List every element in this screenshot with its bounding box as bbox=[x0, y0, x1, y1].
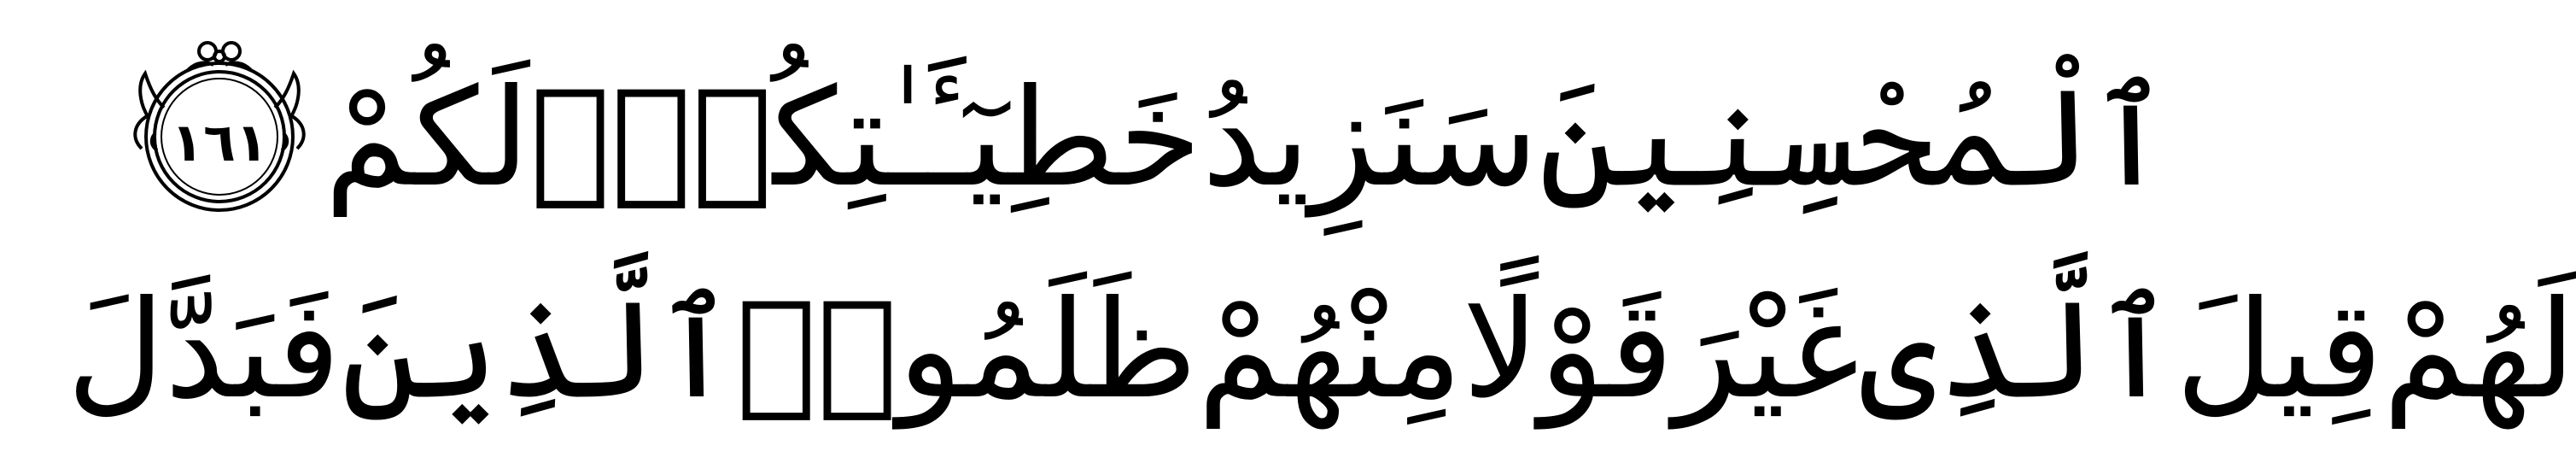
verse-line-2 bbox=[67, 265, 2576, 436]
verse-word: خَطِيٓـَٔـٰتِكُمْۚ bbox=[529, 60, 1202, 217]
verse-word: لَهُمْ bbox=[2382, 272, 2576, 429]
verse-word: ٱلْمُحْسِنِينَ bbox=[1538, 60, 2171, 217]
ayah-number: ١٦١ bbox=[171, 110, 268, 173]
verse-word: لَكُمْ bbox=[324, 60, 530, 217]
verse-line-1 bbox=[324, 53, 2171, 224]
verse-word: غَيْرَ bbox=[1674, 272, 1860, 429]
verse-word: ٱلَّذِينَ bbox=[340, 272, 736, 429]
ayah-marker bbox=[121, 26, 318, 222]
verse-word: ظَلَمُوا۟ bbox=[735, 272, 1198, 429]
verse-word: قِيلَ bbox=[2175, 272, 2383, 429]
verse-word: سَنَزِيدُ bbox=[1201, 60, 1539, 217]
verse-word: قَوْلًا bbox=[1462, 272, 1674, 429]
verse-word: مِنْهُمْ bbox=[1197, 272, 1463, 429]
verse-word: ٱلَّذِى bbox=[1859, 272, 2176, 429]
verse-word: فَبَدَّلَ bbox=[67, 272, 341, 429]
